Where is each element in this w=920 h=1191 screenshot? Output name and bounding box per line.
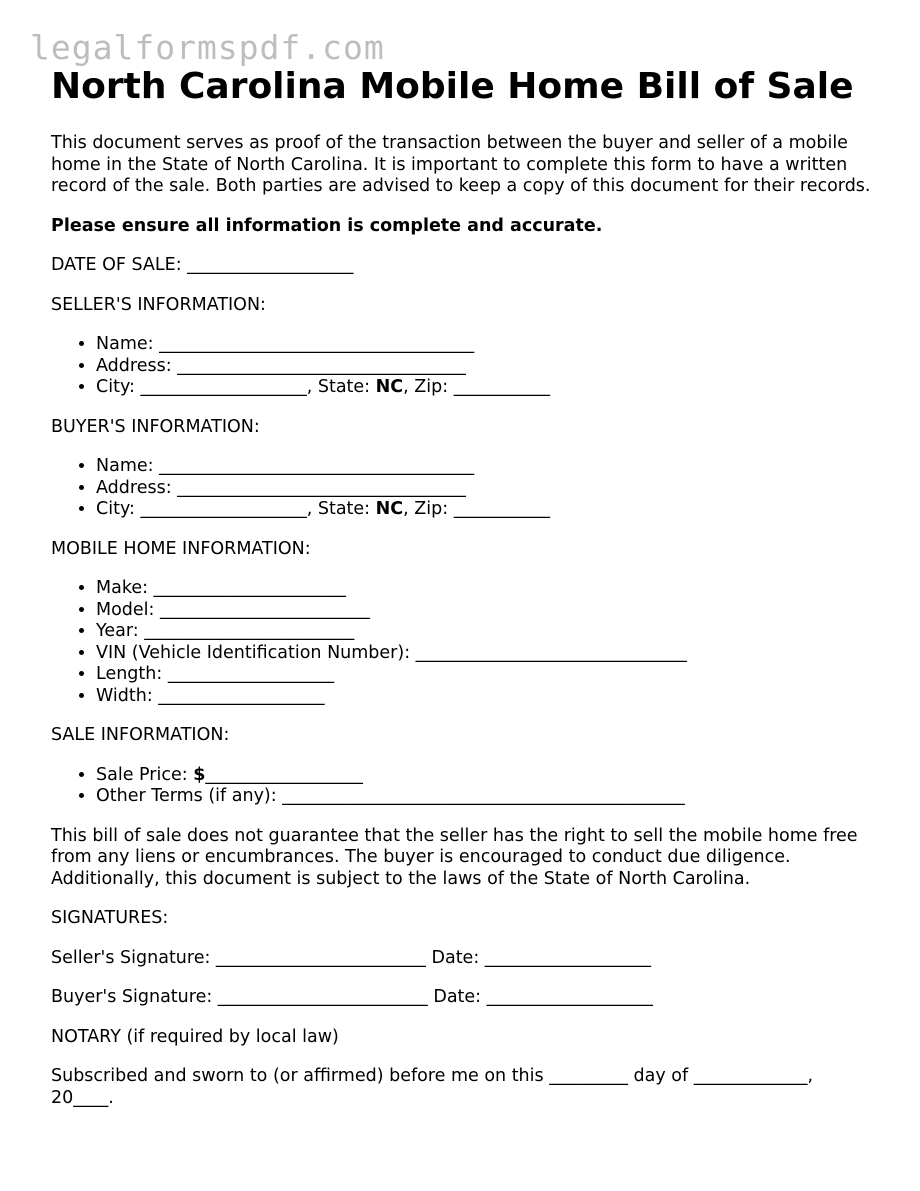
intro-paragraph: This document serves as proof of the transaction between the buyer and seller of a mobile home in the State of North Carolina. It is important to complete this form to have a written record of the sale. Both parties are advised to keep a copy of this document for their records. xyxy=(51,133,871,196)
make-field: • Make: ______________________ xyxy=(96,578,881,600)
notary-sworn-text: Subscribed and sworn to (or affirmed) before me on this _________ day of _____________, 20____. xyxy=(51,1066,814,1108)
year-field: • Year: ________________________ xyxy=(96,621,881,643)
seller-address-field: • Address: _________________________________ xyxy=(96,356,881,378)
watermark: legalformspdf.com xyxy=(30,28,385,67)
sale-price-label: Sale Price: xyxy=(96,764,194,785)
buyer-city-label: City: ___________________, State: xyxy=(96,499,376,519)
model-field: • Model: ________________________ xyxy=(96,600,881,622)
seller-signature-line: Seller's Signature: ________________________ Date: ___________________ xyxy=(51,947,652,968)
buyer-signature-line: Buyer's Signature: ________________________ Date: ___________________ xyxy=(51,987,653,1007)
buyer-zip-label: , Zip: ___________ xyxy=(403,499,550,519)
sale-price-field xyxy=(96,765,881,787)
buyer-city-state-zip-field xyxy=(96,499,881,521)
document-page xyxy=(51,64,881,1109)
mobile-home-info-list xyxy=(51,578,881,707)
seller-state-value: NC xyxy=(375,377,404,397)
buyer-state-value: NC xyxy=(375,499,404,519)
disclaimer-paragraph: This bill of sale does not guarantee that the seller has the right to sell the mobile home free from any liens or encumbrances. The buyer is encouraged to conduct due diligence. Additionally, this document is subject to the laws of the State of North Carolina. xyxy=(51,825,858,889)
sale-heading: SALE INFORMATION: xyxy=(51,725,230,745)
currency-symbol: $ xyxy=(193,764,206,785)
buyer-address-field: • Address: _________________________________ xyxy=(96,478,881,500)
page-title: North Carolina Mobile Home Bill of Sale xyxy=(51,66,854,107)
buyer-heading: BUYER'S INFORMATION: xyxy=(51,416,260,437)
seller-name-field: • Name: ____________________________________ xyxy=(96,334,881,356)
mobile-home-heading: MOBILE HOME INFORMATION: xyxy=(51,538,311,559)
notice-text: Please ensure all information is complete and accurate. xyxy=(51,215,603,236)
seller-zip-label: , Zip: ___________ xyxy=(403,377,550,397)
seller-info-list xyxy=(51,334,881,399)
notary-heading: NOTARY (if required by local law) xyxy=(51,1026,339,1047)
seller-heading: SELLER'S INFORMATION: xyxy=(51,294,266,315)
buyer-info-list xyxy=(51,456,881,521)
sale-info-list xyxy=(51,765,881,808)
seller-city-state-zip-field xyxy=(96,377,881,399)
signatures-heading: SIGNATURES: xyxy=(51,908,169,928)
length-field: • Length: ___________________ xyxy=(96,664,881,686)
buyer-name-field: • Name: ____________________________________ xyxy=(96,456,881,478)
other-terms-field: • Other Terms (if any): ______________________________________________ xyxy=(96,786,881,808)
sale-price-blank: __________________ xyxy=(205,764,363,785)
date-of-sale-field: DATE OF SALE: ___________________ xyxy=(51,255,354,275)
width-field: • Width: ___________________ xyxy=(96,686,881,708)
vin-field: • VIN (Vehicle Identification Number): _______________________________ xyxy=(96,643,881,665)
seller-city-label: City: ___________________, State: xyxy=(96,377,376,397)
